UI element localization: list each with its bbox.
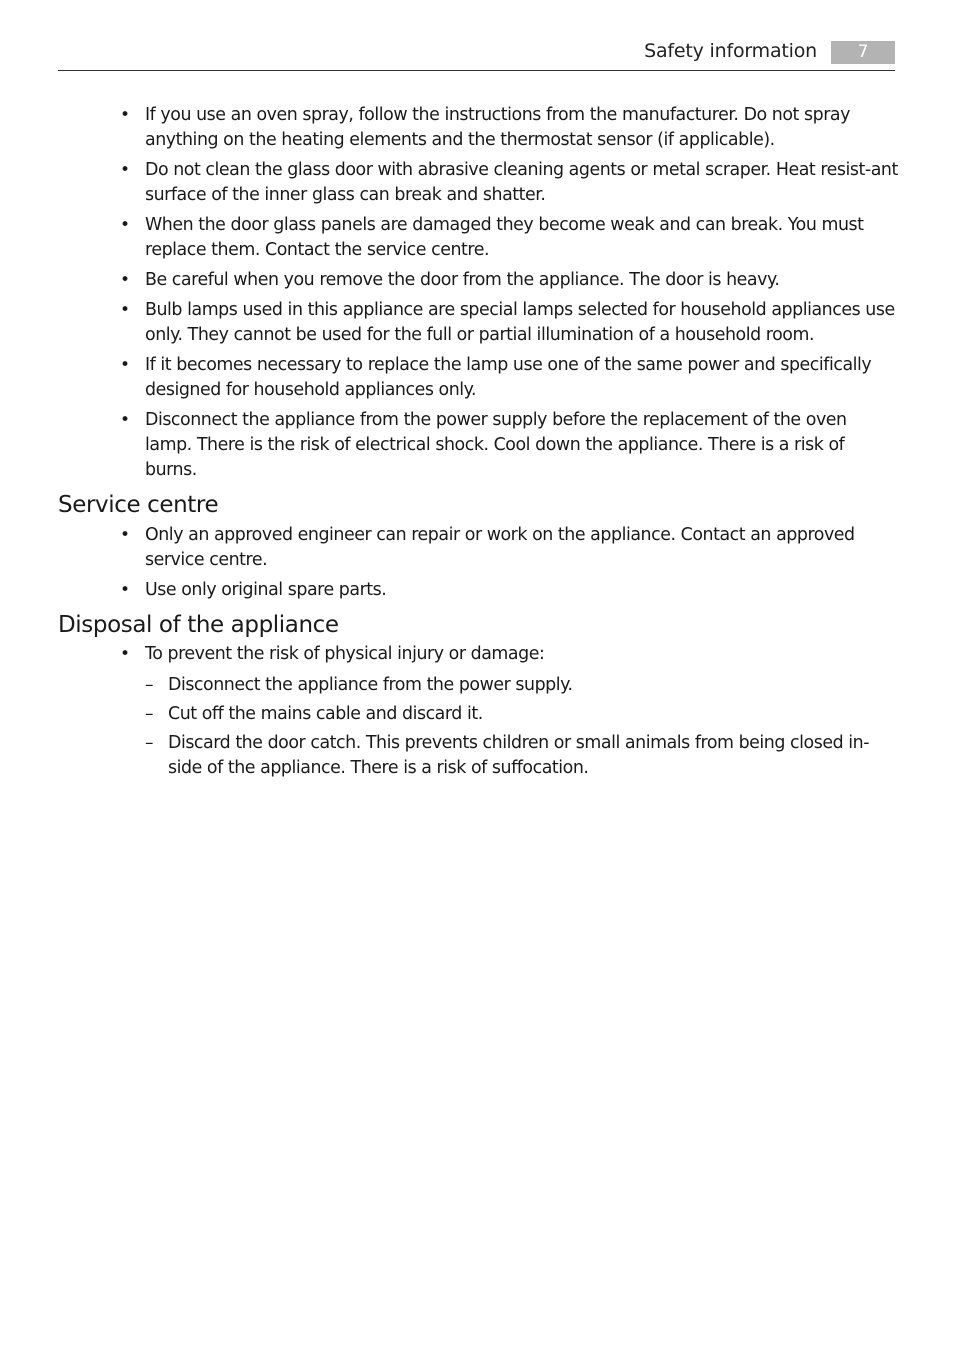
- sub-list-item-text: Discard the door catch. This prevents children or small animals from being closed in-side of the appliance. There is a risk of suffocation.: [168, 733, 870, 778]
- list-item-text: Bulb lamps used in this appliance are special lamps selected for household appliances use only. They cannot be used for the full or partial illumination of a household room.: [145, 300, 895, 345]
- list-item: [58, 523, 898, 573]
- disposal-list: [58, 642, 898, 781]
- sub-list-item-text: Disconnect the appliance from the power supply.: [168, 675, 573, 695]
- list-item-text: Be careful when you remove the door from the appliance. The door is heavy.: [145, 270, 780, 290]
- list-item: [58, 213, 898, 263]
- section-title: Safety information: [644, 40, 817, 62]
- sub-list-item: [58, 731, 898, 781]
- list-item-text: If it becomes necessary to replace the lamp use one of the same power and specifically designed for household appliances only.: [145, 355, 872, 400]
- page-content: [58, 103, 898, 785]
- dash-icon: –: [145, 733, 154, 753]
- bullet-icon: •: [120, 525, 130, 545]
- list-item: [58, 158, 898, 208]
- page-number: 7: [831, 41, 895, 64]
- bullet-icon: •: [120, 644, 130, 664]
- dash-icon: –: [145, 704, 154, 724]
- sub-list-item: [58, 702, 898, 727]
- list-item-text: To prevent the risk of physical injury or damage:: [145, 644, 545, 664]
- list-item: [58, 578, 898, 603]
- bullet-icon: •: [120, 410, 130, 430]
- list-item-text: When the door glass panels are damaged they become weak and can break. You must replace them. Contact the service centre.: [145, 215, 864, 260]
- list-item: [58, 268, 898, 293]
- bullet-icon: •: [120, 580, 130, 600]
- page-header: [58, 38, 895, 71]
- bullet-icon: •: [120, 300, 130, 320]
- bullet-icon: •: [120, 105, 130, 125]
- dash-icon: –: [145, 675, 154, 695]
- disposal-heading: Disposal of the appliance: [58, 612, 339, 638]
- list-item: [58, 353, 898, 403]
- list-item-text: Do not clean the glass door with abrasive cleaning agents or metal scraper. Heat resist-ant surface of the inner glass can break and shatter.: [145, 160, 898, 205]
- bullet-icon: •: [120, 355, 130, 375]
- list-item: [58, 298, 898, 348]
- list-item-text: If you use an oven spray, follow the instructions from the manufacturer. Do not spray anything on the heating elements and the thermostat sensor (if applicable).: [145, 105, 850, 150]
- bullet-icon: •: [120, 215, 130, 235]
- list-item-text: Disconnect the appliance from the power supply before the replacement of the oven lamp. There is the risk of electrical shock. Cool down the appliance. There is a risk of burns.: [145, 410, 847, 480]
- service-centre-heading: Service centre: [58, 492, 219, 518]
- list-item: [58, 408, 898, 483]
- service-centre-list: [58, 523, 898, 603]
- list-item: [58, 642, 898, 667]
- bullet-icon: •: [120, 270, 130, 290]
- list-item-text: Use only original spare parts.: [145, 580, 387, 600]
- bullet-icon: •: [120, 160, 130, 180]
- list-item-text: Only an approved engineer can repair or work on the appliance. Contact an approved service centre.: [145, 525, 855, 570]
- safety-list: [58, 103, 898, 483]
- list-item: [58, 103, 898, 153]
- sub-list-item-text: Cut off the mains cable and discard it.: [168, 704, 483, 724]
- sub-list-item: [58, 673, 898, 698]
